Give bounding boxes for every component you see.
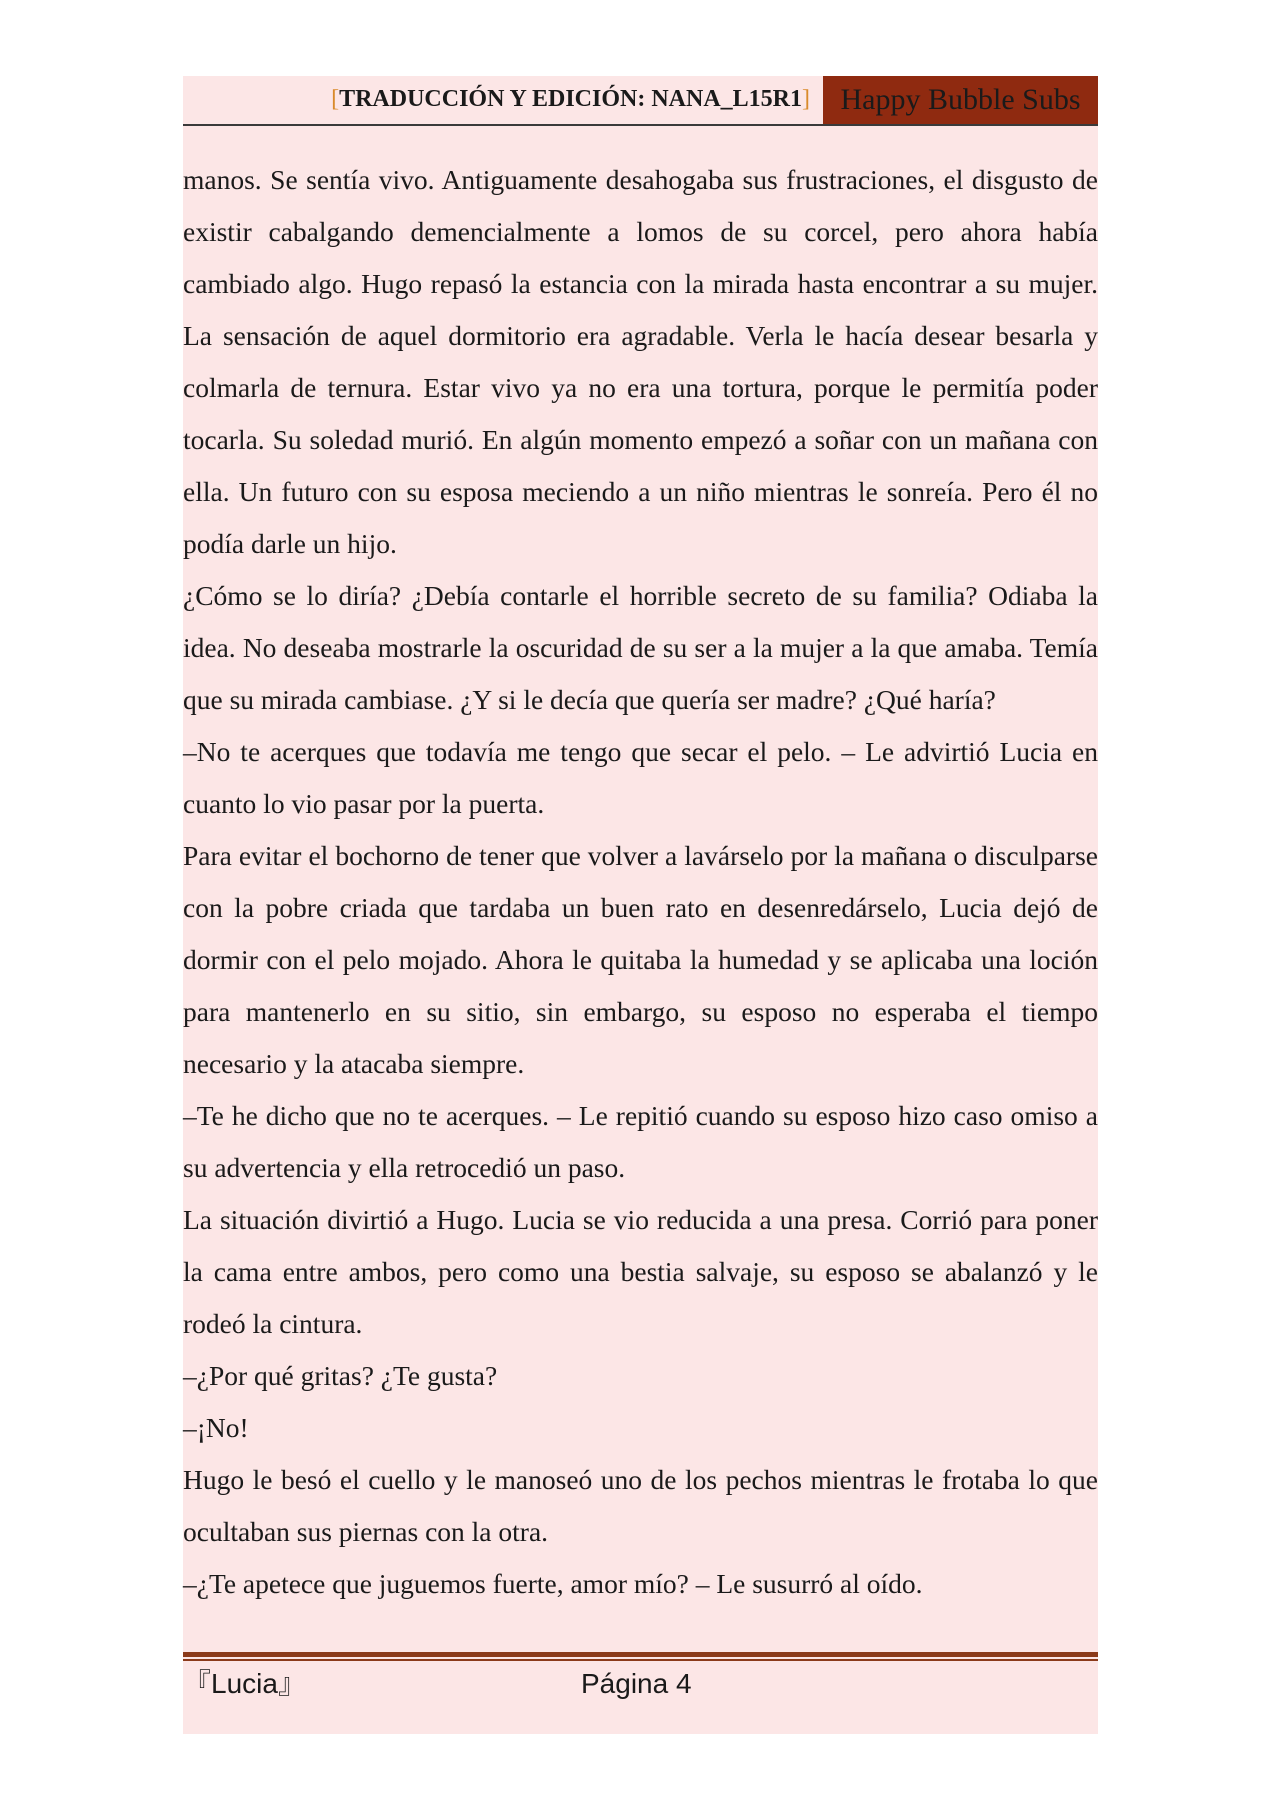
footer-divider bbox=[183, 1652, 1098, 1657]
translation-credit bbox=[331, 86, 810, 113]
paragraph: manos. Se sentía vivo. Antiguamente desahogaba sus frustraciones, el disgusto de existir cabalgando demencialmente a lomos de su corcel, pero ahora había cambiado algo. Hugo repasó la estancia con la mirada hasta encontrar a su mujer. La sensación de aquel dormitorio era agradable. Verla le hacía desear besarla y colmarla de ternura. Estar vivo ya no era una tortura, porque le permitía poder tocarla. Su soledad murió. En algún momento empezó a soñar con un mañana con ella. Un futuro con su esposa meciendo a un niño mientras le sonreía. Pero él no podía darle un hijo. bbox=[183, 164, 1098, 559]
credit-bracket-close: ] bbox=[802, 86, 810, 112]
paragraph: –¿Por qué gritas? ¿Te gusta? bbox=[183, 1360, 498, 1391]
credit-bracket-open: [ bbox=[331, 86, 340, 112]
paragraph: ¿Cómo se lo diría? ¿Debía contarle el horrible secreto de su familia? Odiaba la idea. No deseaba mostrarle la oscuridad de su ser a la mujer a la que amaba. Temía que su mirada cambiase. ¿Y si le decía que quería ser madre? ¿Qué haría? bbox=[183, 580, 1098, 715]
brand-label: Happy Bubble Subs bbox=[823, 76, 1098, 124]
body-text bbox=[183, 154, 1098, 1610]
footer-page-number: Página 4 bbox=[581, 1668, 692, 1699]
document-page bbox=[183, 76, 1098, 1734]
paragraph: –¡No! bbox=[183, 1412, 249, 1443]
credit-text: TRADUCCIÓN Y EDICIÓN: NANA_L15R1 bbox=[339, 86, 802, 112]
paragraph: La situación divirtió a Hugo. Lucia se vio reducida a una presa. Corrió para poner la cama entre ambos, pero como una bestia salvaje, su esposo se abalanzó y le rodeó la cintura. bbox=[183, 1204, 1098, 1339]
footer-book-title: 『Lucia』 bbox=[183, 1668, 306, 1699]
paragraph: Para evitar el bochorno de tener que volver a lavárselo por la mañana o disculparse con la pobre criada que tardaba un buen rato en desenredárselo, Lucia dejó de dormir con el pelo mojado. Ahora le quitaba la humedad y se aplicaba una loción para mantenerlo en su sitio, sin embargo, su esposo no esperaba el tiempo necesario y la atacaba siempre. bbox=[183, 840, 1098, 1079]
page-header bbox=[183, 76, 1098, 126]
paragraph: –Te he dicho que no te acerques. – Le repitió cuando su esposo hizo caso omiso a su advertencia y ella retrocedió un paso. bbox=[183, 1100, 1098, 1183]
footer-divider-thin bbox=[183, 1659, 1098, 1661]
paragraph: –No te acerques que todavía me tengo que secar el pelo. – Le advirtió Lucia en cuanto lo vio pasar por la puerta. bbox=[183, 736, 1098, 819]
paragraph: Hugo le besó el cuello y le manoseó uno de los pechos mientras le frotaba lo que ocultaban sus piernas con la otra. bbox=[183, 1464, 1098, 1547]
paragraph: –¿Te apetece que juguemos fuerte, amor mío? – Le susurró al oído. bbox=[183, 1568, 923, 1599]
